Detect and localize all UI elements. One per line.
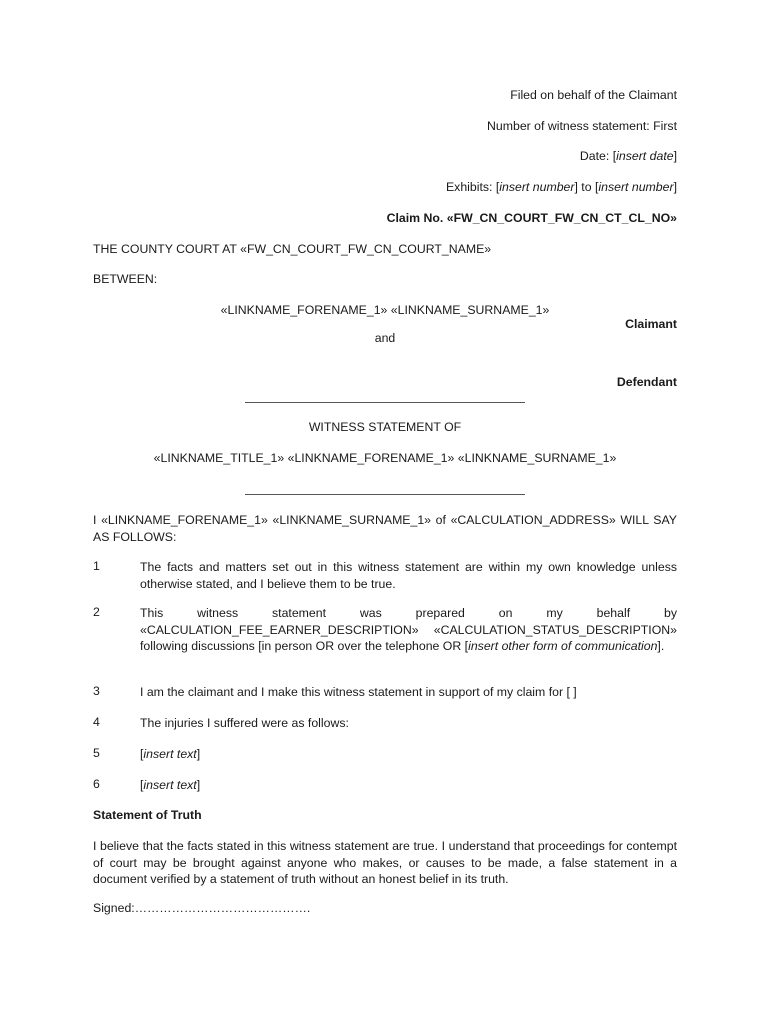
exhibits-close: ] xyxy=(673,180,677,194)
divider-top xyxy=(245,402,525,403)
witness-name: «LINKNAME_TITLE_1» «LINKNAME_FORENAME_1» «LINKNAME_SURNAME_1» xyxy=(153,451,617,465)
exhibits-label: Exhibits: [ xyxy=(445,180,500,194)
paragraph-number: 2 xyxy=(93,605,100,619)
paragraph-text: I am the claimant and I make this witness statement in support of my claim for [ ] xyxy=(140,685,577,699)
statement-of-truth-body: I believe that the facts stated in this witness statement are true. I understand that proceedings for contempt of court may be brought against anyone who makes, or causes to be made, a false statement in a document verified by a statement of truth without an honest belief in its truth. xyxy=(93,839,677,886)
paragraph-number: 3 xyxy=(93,684,100,698)
divider-bottom xyxy=(245,494,525,495)
filed-on-behalf: Filed on behalf of the Claimant xyxy=(510,88,677,102)
paragraph-text-italic: insert other form of communication xyxy=(468,639,658,653)
between-label: BETWEEN: xyxy=(93,272,158,286)
bracket-open: [ xyxy=(140,747,144,761)
bracket-close: ] xyxy=(196,778,201,792)
exhibits-mid: ] to [ xyxy=(574,180,599,194)
placeholder-text: insert text xyxy=(143,778,197,792)
paragraph-text: The facts and matters set out in this witness statement are within my own knowledge unless otherwise stated, and I believe them to be true. xyxy=(140,560,677,591)
paragraph-number: 5 xyxy=(93,746,100,760)
exhibits xyxy=(446,180,677,194)
claimant-role: Claimant xyxy=(625,317,677,331)
statement-date xyxy=(580,149,677,163)
court-name: THE COUNTY COURT AT «FW_CN_COURT_FW_CN_COURT_NAME» xyxy=(93,242,492,256)
bracket-open: [ xyxy=(140,778,144,792)
claimant-name: «LINKNAME_FORENAME_1» «LINKNAME_SURNAME_1» xyxy=(220,303,550,317)
paragraph-text-part: ]. xyxy=(657,639,665,653)
defendant-role: Defendant xyxy=(616,375,677,389)
intro-paragraph: I «LINKNAME_FORENAME_1» «LINKNAME_SURNAME_1» of «CALCULATION_ADDRESS» WILL SAY AS FOLLOWS: xyxy=(93,513,677,544)
bracket-close: ] xyxy=(196,747,201,761)
witness-statement-number: Number of witness statement: First xyxy=(487,119,677,133)
date-label: Date: [ xyxy=(579,149,617,163)
statement-of-truth-heading: Statement of Truth xyxy=(93,808,202,822)
date-value: insert date xyxy=(616,149,674,163)
paragraph-text xyxy=(140,746,677,763)
date-close: ] xyxy=(673,149,677,163)
paragraph-text xyxy=(140,605,677,655)
exhibits-from: insert number xyxy=(499,180,575,194)
statement-heading: WITNESS STATEMENT OF xyxy=(308,420,462,434)
paragraph-text xyxy=(140,777,677,794)
exhibits-to: insert number xyxy=(598,180,674,194)
claim-number: Claim No. «FW_CN_COURT_FW_CN_CT_CL_NO» xyxy=(386,211,677,225)
paragraph-text-part: This witness statement was prepared on my behalf by «CALCULATION_FEE_EARNER_DESCRIPTION» «CALCULATION_STATUS_DESCRIPTION» following discussions [in person OR over the telephone OR [ xyxy=(140,606,677,653)
paragraph-number: 6 xyxy=(93,777,100,791)
paragraph-text: The injuries I suffered were as follows: xyxy=(140,716,349,730)
and-label: and xyxy=(374,331,396,345)
paragraph-number: 4 xyxy=(93,715,100,729)
placeholder-text: insert text xyxy=(143,747,197,761)
signature-line: Signed:……………………………………. xyxy=(93,901,311,915)
paragraph-number: 1 xyxy=(93,559,100,573)
